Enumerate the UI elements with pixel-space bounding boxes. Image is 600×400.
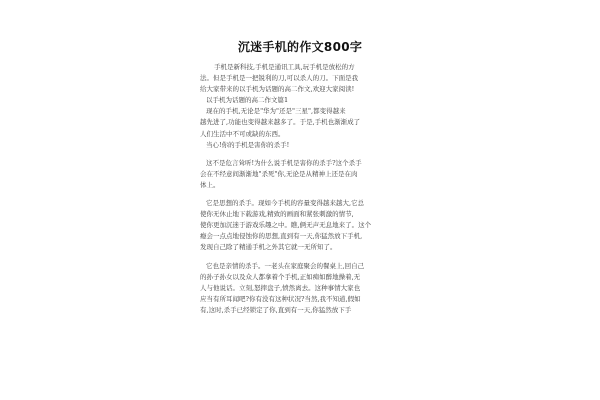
- paragraph-line: 它是思想的杀手。现如今手机的容量变得越来越大,它总: [206, 199, 365, 208]
- paragraph-line: 人们生活中不可或缺的东西。: [200, 129, 285, 138]
- paragraph-line: 有,这时,杀手已经锁定了你,直到有一天,你猛然放下手: [200, 305, 352, 314]
- document-body: [200, 62, 405, 316]
- paragraph-line: 法。但是手机是一把锐利的刀,可以杀人的刀。下面是我: [200, 74, 359, 83]
- paragraph-line: 会在不经意间渐渐地"杀死"你,无论是从精神上还是在肉: [200, 169, 358, 178]
- document-title: 沉迷手机的作文800字: [237, 40, 363, 54]
- paragraph-line: 的孙子孙女以及众人都拿着个手机,正如痴如醉地操着,无: [200, 272, 361, 281]
- section-heading: 以手机为话题的高二作文篇1: [206, 96, 289, 105]
- paragraph-line: 瘾会一点点地侵蚀你的思想,直到有一天,你猛然放下手机,: [200, 232, 363, 241]
- paragraph-line: 发现自己除了精通手机之外其它就一无所知了。: [200, 243, 337, 252]
- paragraph-line: 人与他说话。立刻,怒摔盘子,愤然离去。这种事情大家也: [200, 283, 361, 292]
- paragraph-line: 使你无休止地下载游戏,精致的画面和紧张刺激的情节,: [200, 210, 354, 219]
- paragraph-line: 应当有所耳闻吧?你有没有这种状况?当然,我不知道,假如: [200, 294, 361, 303]
- paragraph-line: 现在的手机,无论是"华为"还是"三星",都变得越来: [206, 107, 346, 116]
- paragraph-line: 当心!你的手机是害你的杀手!: [206, 140, 290, 149]
- paragraph-line: 给大家带来的以手机为话题的高二作文,欢迎大家阅读!: [200, 85, 355, 94]
- paragraph-line: 这不是危言耸听!为什么说手机是害你的杀手?这个杀手: [206, 158, 362, 167]
- paragraph-line: 手机是新科技,手机是通讯工具,玩手机是放松的方: [214, 63, 355, 71]
- paragraph-line: 越先进了,功能也变得越来越多了。于是,手机也渐渐成了: [200, 118, 361, 127]
- paragraph-line: 使你更加沉迷于游戏乐趣之中。瞧,俩无声无息地来了。这个: [200, 221, 372, 230]
- paragraph-line: 体上。: [200, 180, 220, 189]
- paragraph-line: 它也是亲情的杀手。一老头在家庭聚会的餐桌上,回自己: [206, 261, 365, 270]
